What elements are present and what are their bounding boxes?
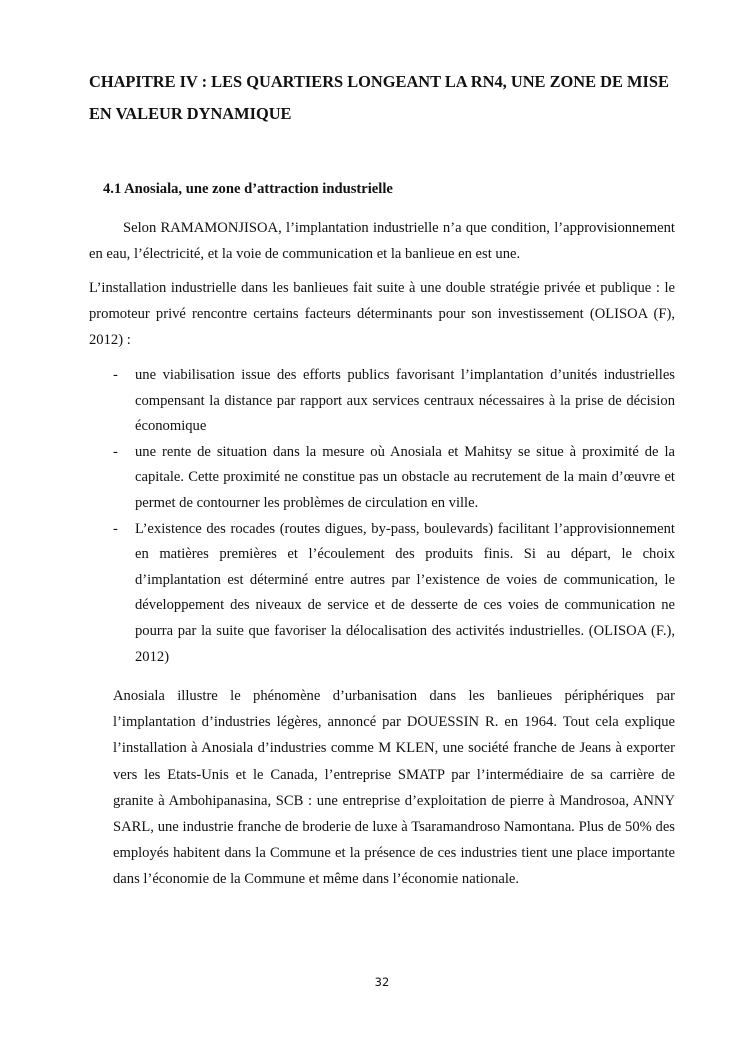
list-item — [89, 440, 675, 517]
bullet-marker: - — [113, 520, 118, 537]
factor-list — [89, 363, 675, 670]
list-item-text: L’existence des rocades (routes digues, by-pass, boulevards) facilitant l’approvisionnement en matières premières et l’écoulement des produits finis. Si au départ, le choix d’implantation est déterminé entre autres par l’existence de voies de communication, le développement des niveaux de service et de desserte de ces voies de communication ne pourra par la suite que favoriser la délocalisation des activités industrielles. (OLISOA (F.), 2012) — [135, 520, 675, 665]
page-number: 32 — [374, 975, 390, 989]
list-item — [89, 517, 675, 671]
list-item-text: une rente de situation dans la mesure où Anosiala et Mahitsy se situe à proximité de la capitale. Cette proximité ne constitue pas un obstacle au recrutement de la main d’œuvre et permet de contourner les problèmes de circulation en ville. — [135, 443, 675, 511]
paragraph-anosiala: Anosiala illustre le phénomène d’urbanisation dans les banlieues périphériques par l’implantation d’industries légères, annoncé par DOUESSIN R. en 1964. Tout cela explique l’installation à Anosiala d’industries comme M KLEN, une société franche de Jeans à exporter vers les Etats-Unis et le Canada, l’entreprise SMATP par l’intermédiaire de sa carrière de granite à Ambohipanasina, SCB : une entreprise d’exploitation de pierre à Mandrosoa, ANNY SARL, une industrie franche de broderie de luxe à Tsaramandroso Namontana. Plus de 50% des employés habitent dans la Commune et la présence de ces industries tient une place importante dans l’économie de la Commune et même dans l’économie nationale. — [113, 688, 675, 888]
chapter-title: CHAPITRE IV : LES QUARTIERS LONGEANT LA RN4, UNE ZONE DE MISE EN VALEUR DYNAMIQUE — [89, 72, 669, 123]
section-heading: 4.1 Anosiala, une zone d’attraction industrielle — [103, 181, 393, 197]
list-item-text: une viabilisation issue des efforts publics favorisant l’implantation d’unités industrielles compensant la distance par rapport aux services centraux nécessaires à la prise de décision économique — [135, 367, 675, 435]
paragraph-strategy: L’installation industrielle dans les banlieues fait suite à une double stratégie privée et publique : le promoteur privé rencontre certains facteurs déterminants pour son investissement (OLISOA (F), 2012) : — [89, 280, 675, 348]
bullet-marker: - — [113, 367, 118, 383]
paragraph-intro: Selon RAMAMONJISOA, l’implantation industrielle n’a que condition, l’approvisionnement en eau, l’électricité, et la voie de communication et la banlieue en est une. — [89, 220, 675, 262]
bullet-marker: - — [113, 443, 118, 460]
list-item — [89, 363, 675, 440]
